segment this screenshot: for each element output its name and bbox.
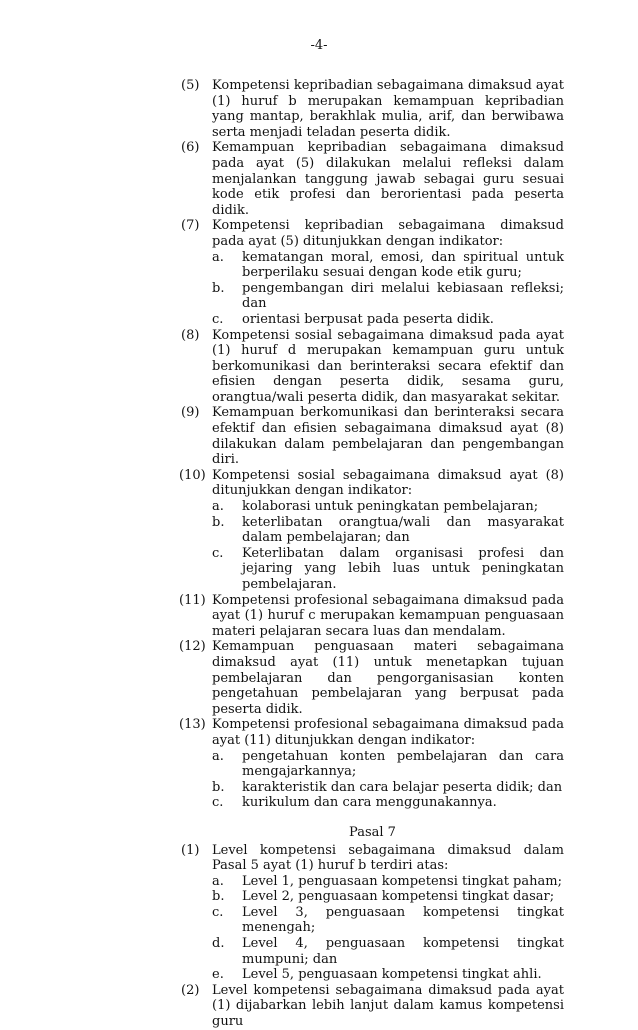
item-number: (11) [179, 592, 206, 608]
item-text: Kemampuan penguasaan materi sebagaimana dimaksud ayat (11) untuk menetapkan tujuan pembelajaran dan pengorganisasian konten pengetahuan pembelajaran yang berpusat pada peserta didik. [212, 639, 564, 717]
numbered-item [181, 78, 564, 140]
item-text: Kompetensi kepribadian sebagaimana dimaksud ayat (1) huruf b merupakan kemampuan kepribadian yang mantap, berakhlak mulia, arif, dan berwibawa serta menjadi teladan peserta didik. [212, 78, 564, 140]
numbered-item [181, 328, 564, 406]
numbered-item [181, 468, 564, 593]
sub-item [212, 874, 564, 890]
sub-item [212, 889, 564, 905]
item-body [212, 717, 564, 811]
item-text: Kompetensi sosial sebagaimana dimaksud ayat (8) ditunjukkan dengan indikator: [212, 467, 564, 499]
item-body [212, 405, 564, 467]
item-text: Kompetensi sosial sebagaimana dimaksud pada ayat (1) huruf d merupakan kemampuan guru untuk berkomunikasi dan berinteraksi secara efektif dan efisien dengan peserta didik, sesama guru, orangtua/wali peserta didik, dan masyarakat sekitar. [212, 327, 564, 405]
sub-item-letter: a. [212, 748, 224, 764]
numbered-item [181, 218, 564, 327]
sub-item-letter: a. [212, 873, 224, 889]
sub-item-letter: e. [212, 967, 224, 983]
sub-item-text: Level 1, penguasaan kompetensi tingkat paham; [242, 873, 562, 889]
sub-item-text: orientasi berpusat pada peserta didik. [242, 311, 494, 327]
pasal-heading: Pasal 7 [349, 824, 396, 840]
document-body [181, 78, 564, 1030]
numbered-item [181, 717, 564, 811]
item-body [212, 218, 564, 327]
numbered-item [181, 639, 564, 717]
sub-item-letter: c. [212, 311, 224, 327]
sub-item-letter: a. [212, 249, 224, 265]
sub-item-text: Level 2, penguasaan kompetensi tingkat dasar; [242, 889, 555, 905]
item-text: Kemampuan berkomunikasi dan berinteraksi secara efektif dan efisien sebagaimana dimaksud ayat (8) dilakukan dalam pembelajaran dan pengembangan diri. [212, 405, 564, 468]
sub-item [212, 795, 564, 811]
item-body [212, 140, 564, 218]
item-text: Kemampuan kepribadian sebagaimana dimaksud pada ayat (5) dilakukan melalui refleksi dalam menjalankan tanggung jawab sebagai guru sesuai kode etik profesi dan berorientasi pada peserta didik. [212, 140, 564, 218]
sub-item-text: Level 4, penguasaan kompetensi tingkat mumpuni; dan [242, 936, 564, 967]
item-body [212, 843, 564, 983]
sub-item-letter: b. [212, 779, 225, 795]
item-number: (12) [179, 639, 206, 655]
sub-item-text: keterlibatan orangtua/wali dan masyarakat dalam pembelajaran; dan [242, 514, 564, 546]
sub-item [212, 515, 564, 546]
sub-item-text: karakteristik dan cara belajar peserta didik; dan [242, 779, 563, 795]
numbered-item [181, 983, 564, 1030]
item-number: (13) [179, 717, 206, 733]
sub-item-letter: d. [212, 936, 225, 952]
numbered-item [181, 405, 564, 467]
item-number: (8) [181, 327, 200, 343]
sub-item-letter: b. [212, 280, 225, 296]
item-number: (2) [181, 982, 200, 998]
sub-item-text: pengetahuan konten pembelajaran dan cara mengajarkannya; [242, 748, 564, 780]
sub-item [212, 250, 564, 281]
sub-item-text: kematangan moral, emosi, dan spiritual untuk berperilaku sesuai dengan kode etik guru; [242, 249, 564, 281]
item-body [212, 328, 564, 406]
item-number: (1) [181, 842, 200, 858]
item-text: Kompetensi profesional sebagaimana dimaksud pada ayat (11) ditunjukkan dengan indikator: [212, 717, 564, 748]
sub-item [212, 780, 564, 796]
item-text: Level kompetensi sebagaimana dimaksud dalam Pasal 5 ayat (1) huruf b terdiri atas: [212, 842, 564, 874]
sub-item [212, 312, 564, 328]
sub-item-text: Level 5, penguasaan kompetensi tingkat ahli. [242, 967, 542, 983]
sub-item-text: pengembangan diri melalui kebiasaan refleksi; dan [242, 280, 564, 312]
item-body [212, 468, 564, 593]
sub-item-text: Keterlibatan dalam organisasi profesi dan jejaring yang lebih luas untuk peningkatan pembelajaran. [242, 545, 564, 592]
item-number: (9) [181, 405, 200, 421]
item-text: Kompetensi profesional sebagaimana dimaksud pada ayat (1) huruf c merupakan kemampuan penguasaan materi pelajaran secara luas dan mendalam. [212, 592, 564, 639]
sub-item [212, 546, 564, 593]
numbered-item [181, 843, 564, 983]
item-number: (5) [181, 78, 200, 93]
pasal-items [181, 843, 564, 1030]
article-items [181, 78, 564, 811]
item-number: (7) [181, 218, 200, 234]
page-number: -4- [310, 38, 328, 53]
item-number: (10) [179, 467, 206, 483]
sub-item-text: kolaborasi untuk peningkatan pembelajaran; [242, 499, 539, 515]
sub-item-text: Level 3, penguasaan kompetensi tingkat menengah; [242, 904, 564, 936]
item-text: Level kompetensi sebagaimana dimaksud pada ayat (1) dijabarkan lebih lanjut dalam kamus kompetensi guru [212, 982, 564, 1030]
sub-item-letter: c. [212, 904, 224, 920]
sub-item-letter: c. [212, 795, 224, 811]
sub-item [212, 967, 564, 983]
sub-item [212, 499, 564, 515]
item-body [212, 593, 564, 640]
sub-item [212, 905, 564, 936]
sub-item-letter: b. [212, 514, 225, 530]
sub-item-text: kurikulum dan cara menggunakannya. [242, 795, 497, 811]
sub-item [212, 281, 564, 312]
numbered-item [181, 140, 564, 218]
sub-item-letter: a. [212, 499, 224, 515]
sub-item-letter: c. [212, 545, 224, 561]
sub-item [212, 936, 564, 967]
item-body [212, 983, 564, 1030]
item-number: (6) [181, 140, 200, 156]
item-body [212, 78, 564, 140]
item-text: Kompetensi kepribadian sebagaimana dimaksud pada ayat (5) ditunjukkan dengan indikator: [212, 218, 564, 249]
item-body [212, 639, 564, 717]
numbered-item [181, 593, 564, 640]
sub-item-letter: b. [212, 889, 225, 905]
sub-item [212, 749, 564, 780]
